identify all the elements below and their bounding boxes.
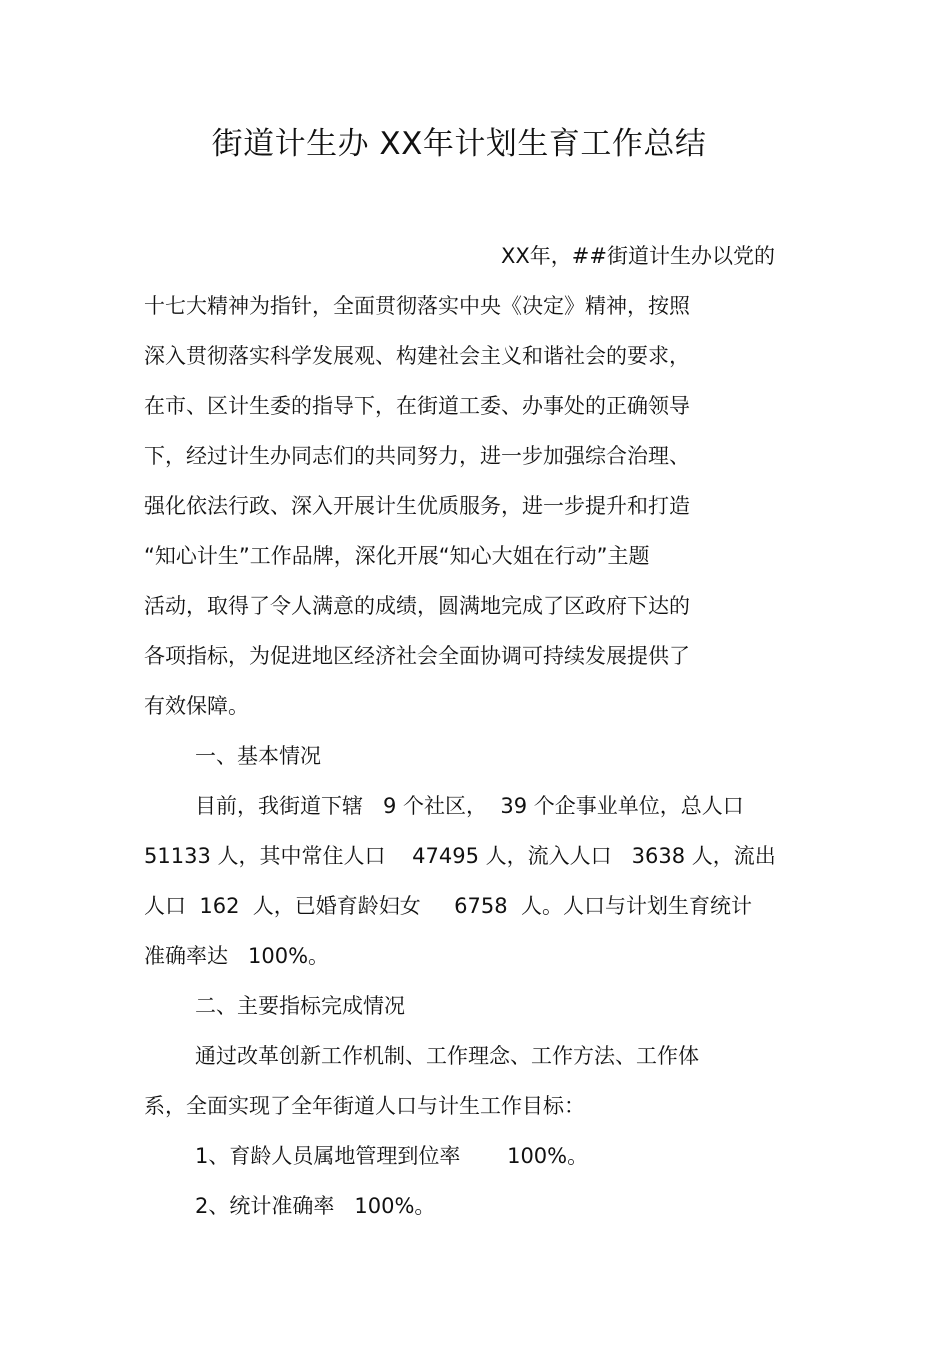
list-item: 1、育龄人员属地管理到位率 100%。 xyxy=(195,1144,589,1168)
paragraph-line: 系，全面实现了全年街道人口与计生工作目标： xyxy=(144,1094,585,1118)
paragraph-line: 人口 162 人，已婚育龄妇女 6758 人。人口与计划生育统计 xyxy=(144,894,752,918)
paragraph-line: XX年，##街道计生办以党的 xyxy=(501,244,775,268)
section-heading: 二、主要指标完成情况 xyxy=(195,994,405,1018)
list-item: 2、统计准确率 100%。 xyxy=(195,1194,436,1218)
paragraph-line: 深入贯彻落实科学发展观、构建社会主义和谐社会的要求， xyxy=(144,344,690,368)
paragraph-line: 目前，我街道下辖 9 个社区， 39 个企事业单位，总人口 xyxy=(195,794,744,818)
paragraph-line: 51133 人，其中常住人口 47495 人，流入人口 3638 人，流出 xyxy=(144,844,776,868)
paragraph-line: 活动，取得了令人满意的成绩，圆满地完成了区政府下达的 xyxy=(144,594,690,618)
paragraph-line: 下，经过计生办同志们的共同努力，进一步加强综合治理、 xyxy=(144,444,690,468)
paragraph-line: 有效保障。 xyxy=(144,694,249,718)
paragraph-line: 在市、区计生委的指导下，在街道工委、办事处的正确领导 xyxy=(144,394,690,418)
paragraph-line: 强化依法行政、深入开展计生优质服务，进一步提升和打造 xyxy=(144,494,690,518)
paragraph-line: 通过改革创新工作机制、工作理念、工作方法、工作体 xyxy=(195,1044,699,1068)
paragraph-line: 十七大精神为指针，全面贯彻落实中央《决定》精神，按照 xyxy=(144,294,690,318)
paragraph-line: “知心计生”工作品牌，深化开展“知心大姐在行动”主题 xyxy=(144,544,650,568)
section-heading: 一、基本情况 xyxy=(195,744,321,768)
paragraph-line: 各项指标，为促进地区经济社会全面协调可持续发展提供了 xyxy=(144,644,690,668)
document-title: 街道计生办 XX年计划生育工作总结 xyxy=(211,126,707,162)
paragraph-line: 准确率达 100%。 xyxy=(144,944,330,968)
